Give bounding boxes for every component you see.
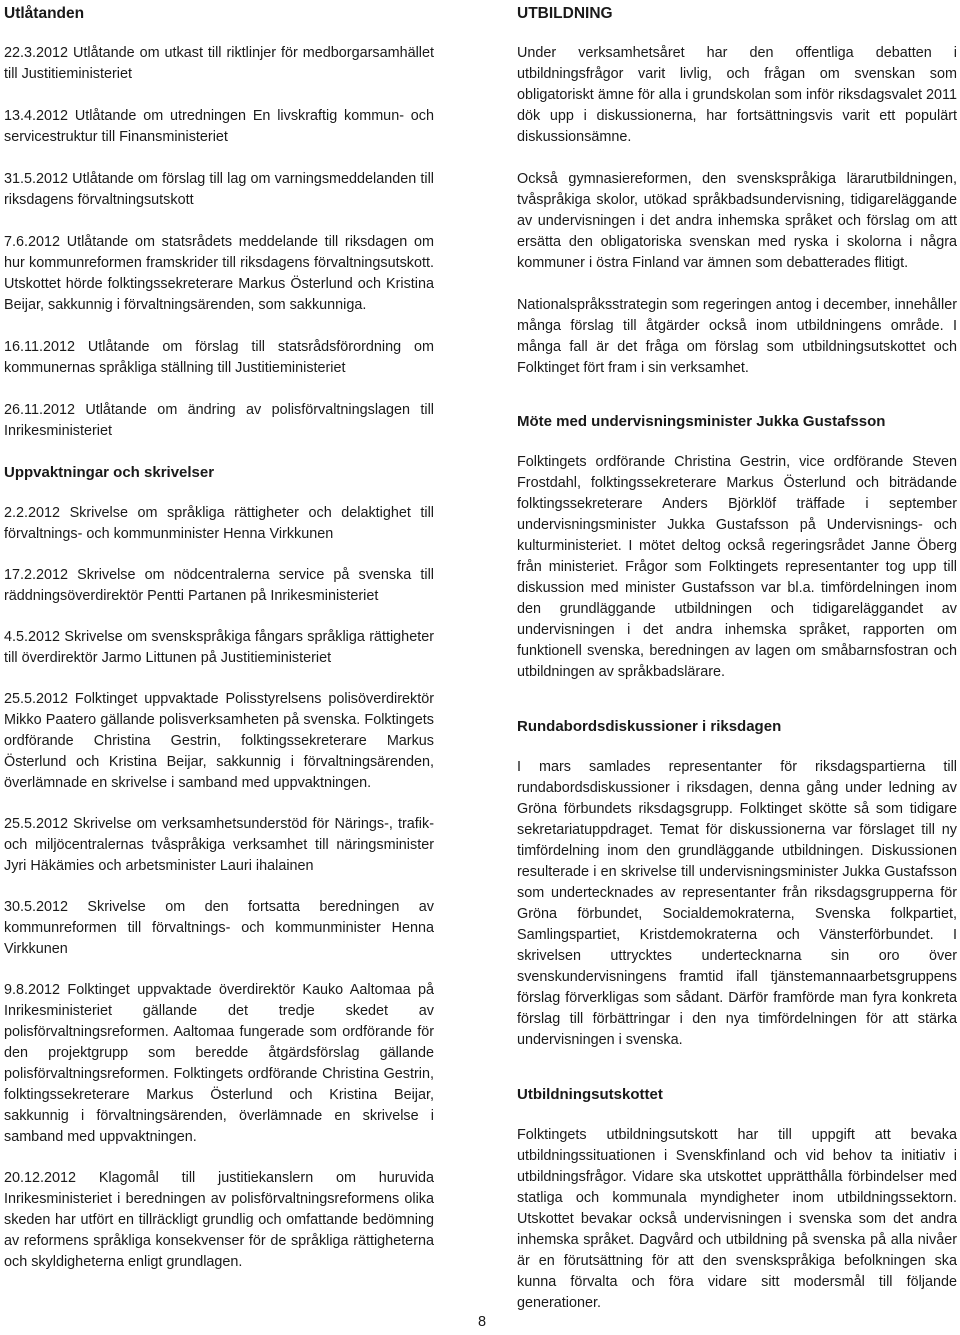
heading-committee: Utbildningsutskottet <box>517 1086 663 1103</box>
heading-education: UTBILDNING <box>517 5 613 22</box>
right-column <box>517 4 957 1314</box>
statement-item: 13.4.2012 Utlåtande om utredningen En livskraftig kommun- och servicestruktur till Finansministeriet <box>4 108 434 145</box>
statement-item: 16.11.2012 Utlåtande om förslag till statsrådsförordning om kommunernas språkliga ställning till Justitieministeriet <box>4 339 434 376</box>
heading-lobbying: Uppvaktningar och skrivelser <box>4 464 215 481</box>
heading-statements: Utlåtanden <box>4 5 85 22</box>
roundtable-paragraph: I mars samlades representanter för riksdagspartierna till rundabordsdiskussioner i riksdagen, denna gång under ledning av Gröna förbundets riksdagsgrupp. Folktinget skötte så som tidigare sekretariatuppdraget. Temat för diskussionerna var förslaget till ny timfördelning inom den grundläggande utbildningen. Diskussionen resulterade i en skrivelse till undervisningsminister Jukka Gustafsson som undertecknades av representanter från riksdagsgrupperna för Gröna förbundet, Socialdemokraterna, Svenska folkpartiet, Samlingspartiet, Kristdemokraterna och Vänsterförbundet. I skrivelsen uttrycktes undertecknarna sin oro över svenskundervisningens framtid ifall tjänstemannaarbetsgruppens förslag förverkligas som sådant. Därför framförde man fyra konkreta förslag till förbättringar i den nya timfördelningen för att stärka undervisningen i svenska. <box>517 759 957 1048</box>
statement-item: 7.6.2012 Utlåtande om statsrådets meddelande till riksdagen om hur kommunreformen framskrider till riksdagens förvaltningsutskott. Utskottet hörde folktingssekreterare Markus Österlund och Kristina Beijar, sakkunnig i förvaltningsärenden, som sakkunniga. <box>4 234 434 313</box>
education-paragraph: Under verksamhetsåret har den offentliga debatten i utbildningsfrågor varit livlig, och frågan om svenskan som obligatoriskt ämne för alla i grundskolan som inför riksdagsvalet 2011 dök upp i diskussionerna, har fortsättningsvis varit ett populärt diskussionsämne. <box>517 45 957 145</box>
education-paragraph: Nationalspråksstrategin som regeringen antog i december, innehåller många förslag till åtgärder också inom utbildningens område. I många fall är det fråga om förslag som utbildningsutskottet och Folktinget fört fram i sin verksamhet. <box>517 297 957 376</box>
lobbying-item: 25.5.2012 Skrivelse om verksamhetsunderstöd för Närings-, trafik- och miljöcentralernas tvåspråkiga verksamhet till näringsminister Jyri Häkämies och arbetsminister Lauri ihalainen <box>4 816 434 874</box>
lobbying-item: 9.8.2012 Folktinget uppvaktade överdirektör Kauko Aaltomaa på Inrikesministeriet gällande det tredje skedet av polisförvaltningsreformen. Aaltomaa fungerade som ordförande för den projektgrupp som beredde åtgärdsförslag gällande polisförvaltningsreformen. Folktingets ordförande Christina Gestrin, folktingssekreterare Markus Österlund och Kristina Beijar, sakkunnig i förvaltningsärenden, överlämnade en skrivelse i samband med uppvaktningen. <box>4 982 434 1145</box>
lobbying-item: 30.5.2012 Skrivelse om den fortsatta beredningen av kommunreformen till förvaltnings- och kommunminister Henna Virkkunen <box>4 899 434 957</box>
statement-item: 31.5.2012 Utlåtande om förslag till lag om varningsmeddelanden till riksdagens förvaltningsutskott <box>4 171 434 208</box>
education-paragraph: Också gymnasiereformen, den svenskspråkiga lärarutbildningen, tvåspråkiga skolor, utökad språkbadsundervisning, tidigareläggande av undervisningen i det andra inhemska språket och förslag om att ersätta den obligatoriska svenskan med ryska i skolorna i några kommuner i östra Finland var ämnen som debatterades flitigt. <box>517 171 957 271</box>
heading-roundtable: Rundabordsdiskussioner i riksdagen <box>517 718 782 735</box>
lobbying-item: 25.5.2012 Folktinget uppvaktade Polisstyrelsens polisöverdirektör Mikko Paatero gällande polisverksamheten på svenska. Folktingets ordförande Christina Gestrin, folktingssekreterare Markus Österlund och Kristina Beijar, sakkunnig i förvaltningsärenden, överlämnade en skrivelse i samband med uppvaktningen. <box>4 691 434 791</box>
lobbying-item: 20.12.2012 Klagomål till justitiekanslern om huruvida Inrikesministeriet i beredningen av polisförvaltningsreformens olika skeden har utfört en tillräckligt grundlig och omfattande bedömning av reformens språkliga konsekvenser för de språkliga rättigheterna och skyldigheterna enligt grundlagen. <box>4 1170 434 1270</box>
statement-item: 22.3.2012 Utlåtande om utkast till riktlinjer för medborgarsamhället till Justitieministeriet <box>4 45 434 82</box>
meeting-paragraph: Folktingets ordförande Christina Gestrin, vice ordförande Steven Frostdahl, folktingssekreterare Markus Österlund och biträdande folktingssekreterare Anders Björklöf träffade i september undervisningsminister Jukka Gustafsson på Undervisnings- och kulturministeriet. I mötet deltog också regeringsrådet Janne Öberg från ministeriet. Frågor som Folktingets representanter tog upp till diskussion med minister Gustafsson var bl.a. timfördelningen inom den grundläggande utbildningen och tidigareläggandet av undervisningen i det andra inhemska språket, rapporten om funktionell svenska, beredningen av lagen om småbarnsfostran och utbildningen av språkbadslärare. <box>517 454 957 680</box>
lobbying-item: 4.5.2012 Skrivelse om svenskspråkiga fångars språkliga rättigheter till överdirektör Jarmo Littunen på Justitieministeriet <box>4 629 434 666</box>
heading-meeting: Möte med undervisningsminister Jukka Gustafsson <box>517 413 886 430</box>
statement-item: 26.11.2012 Utlåtande om ändring av polisförvaltningslagen till Inrikesministeriet <box>4 402 434 439</box>
page-number: 8 <box>477 1314 487 1330</box>
lobbying-item: 17.2.2012 Skrivelse om nödcentralerna service på svenska till räddningsöverdirektör Pentti Partanen på Inrikesministeriet <box>4 567 434 604</box>
lobbying-item: 2.2.2012 Skrivelse om språkliga rättigheter och delaktighet till förvaltnings- och kommunminister Henna Virkkunen <box>4 505 434 542</box>
left-column <box>4 4 434 1273</box>
committee-paragraph: Folktingets utbildningsutskott har till uppgift att bevaka utbildningssituationen i Svenskfinland och vid behov ta initiativ i utbildningsfrågor. Vidare ska utskottet upprätthålla förbindelser med statliga och kommunala myndigheter inom utbildningssektorn. Utskottet bevakar också undervisningen i svenska som det andra inhemska språket. Dagvård och utbildning på svenska på alla nivåer är en förutsättning för att den svenskspråkiga befolkningen ska kunna förvalta och föra vidare sitt modersmål till följande generationer. <box>517 1127 957 1311</box>
